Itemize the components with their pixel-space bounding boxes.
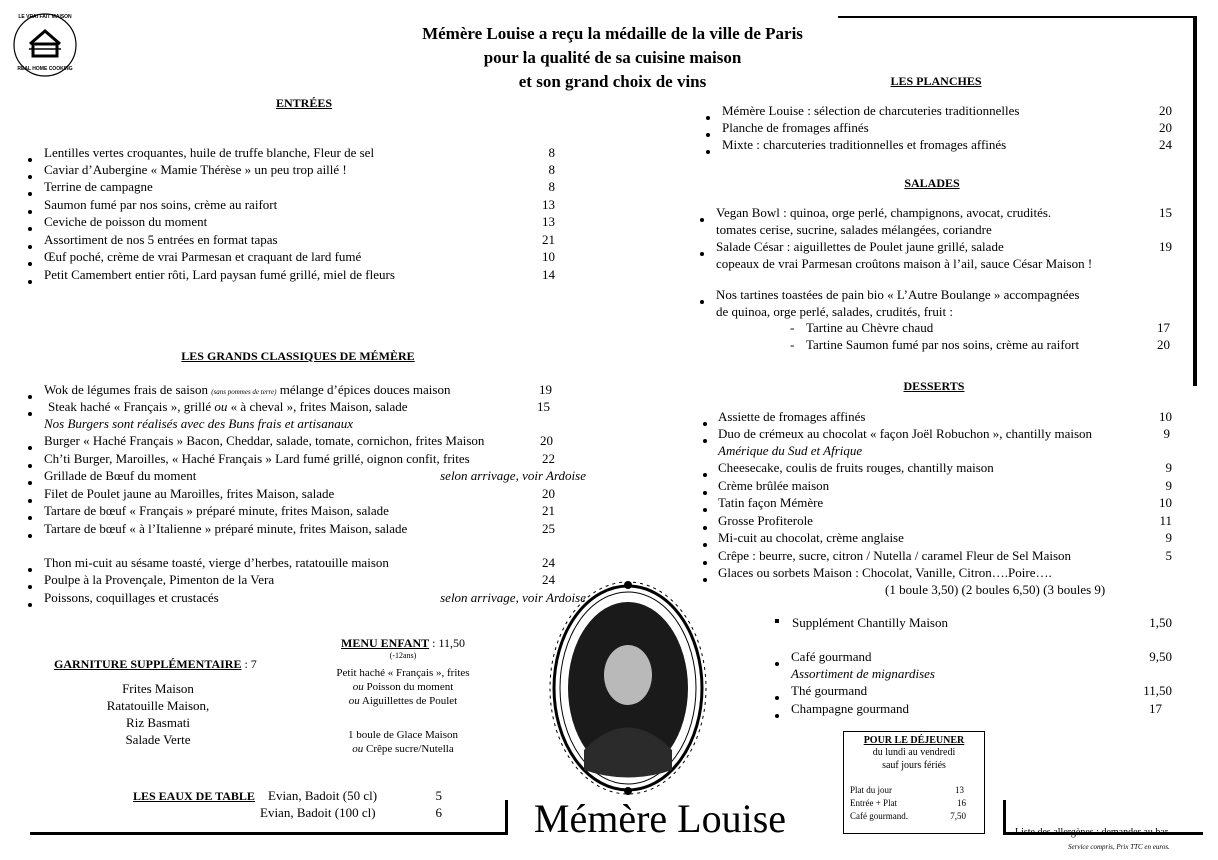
item-price: 13 bbox=[542, 214, 555, 229]
list-item: Crêpe : beurre, sucre, citron / Nutella / caramel Fleur de Sel Maison bbox=[718, 548, 1072, 563]
item-price: 14 bbox=[542, 267, 555, 282]
item-price: 7,50 bbox=[950, 811, 966, 821]
list-item: Tartine Saumon fumé par nos soins, crème au raifort bbox=[806, 337, 1080, 352]
item-price: 16 bbox=[957, 798, 966, 808]
bullet bbox=[28, 412, 32, 416]
wok-note: (sans pommes de terre) bbox=[211, 388, 277, 396]
item-price: 8 bbox=[548, 162, 555, 177]
steak-or: ou bbox=[214, 399, 228, 414]
menu-enfant-line-5: ou Crêpe sucre/Nutella bbox=[352, 743, 454, 755]
list-item: Thon mi-cuit au sésame toasté, vierge d’herbes, ratatouille maison bbox=[44, 555, 389, 570]
bullet bbox=[700, 218, 704, 222]
item-price: 19 bbox=[1159, 239, 1172, 254]
item-price: 9 bbox=[1163, 426, 1170, 441]
list-item: Caviar d’Aubergine « Mamie Thérèse » un peu trop aillé ! bbox=[44, 162, 347, 177]
bullet bbox=[28, 516, 32, 520]
logo-top-text: LE VRAI FAIT MAISON bbox=[18, 14, 72, 20]
list-item: Frites Maison bbox=[122, 681, 194, 696]
menu-enfant-title: MENU ENFANT bbox=[341, 636, 430, 650]
list-item: Salade Verte bbox=[125, 732, 191, 747]
item-price: 20 bbox=[542, 486, 555, 501]
entrees-title: ENTRÉES bbox=[275, 96, 333, 110]
cafe-note: Assortiment de mignardises bbox=[791, 666, 935, 681]
bullet bbox=[28, 227, 32, 231]
bullet bbox=[703, 473, 707, 477]
bullet bbox=[703, 422, 707, 426]
list-item: Cheesecake, coulis de fruits rouges, chantilly maison bbox=[718, 460, 994, 475]
bottom-left-border bbox=[30, 832, 508, 835]
list-item: Riz Basmati bbox=[126, 715, 190, 730]
list-item: Tartare de bœuf « à l’Italienne » préparé minute, frites Maison, salade bbox=[44, 521, 408, 536]
menu-enfant bbox=[308, 636, 498, 756]
menu-enfant-price: : 11,50 bbox=[432, 636, 465, 650]
item-price: 15 bbox=[537, 399, 550, 414]
list-item: Burger « Haché Français » Bacon, Cheddar, salade, tomate, cornichon, frites Maison bbox=[44, 433, 485, 448]
steak-name-b: « à cheval », frites Maison, salade bbox=[230, 399, 408, 414]
item-price: 9 bbox=[1165, 478, 1172, 493]
bullet bbox=[703, 439, 707, 443]
item-price: selon arrivage, voir Ardoise bbox=[440, 590, 586, 605]
allergens-note: Liste des allergènes : demander au bar bbox=[1015, 827, 1169, 838]
list-item: Vegan Bowl : quinoa, orge perlé, champignons, avocat, crudités. bbox=[716, 205, 1052, 220]
garniture-title: GARNITURE SUPPLÉMENTAIRE bbox=[54, 657, 242, 671]
item-price: selon arrivage, voir Ardoise bbox=[440, 468, 586, 483]
dash: - bbox=[790, 320, 795, 335]
duo-note: Amérique du Sud et Afrique bbox=[718, 443, 863, 458]
bullet bbox=[28, 464, 32, 468]
bullet bbox=[28, 158, 32, 162]
item-price: 21 bbox=[542, 232, 555, 247]
garniture-header bbox=[54, 657, 314, 672]
logo-bottom-text: REAL HOME COOKING bbox=[17, 66, 73, 72]
list-item: Nos tartines toastées de pain bio « L’Autre Boulange » accompagnées bbox=[716, 287, 1080, 302]
bullet bbox=[28, 603, 32, 607]
logo bbox=[12, 12, 78, 78]
wok-name: Wok de légumes frais de saison bbox=[44, 382, 208, 397]
bullet bbox=[703, 543, 707, 547]
menu-enfant-line-2: ou Poisson du moment bbox=[352, 681, 454, 693]
list-item: Poulpe à la Provençale, Pimenton de la Vera bbox=[44, 572, 275, 587]
salades-title: SALADES bbox=[904, 176, 960, 190]
item-price: 10 bbox=[1159, 409, 1172, 424]
item-price: 9,50 bbox=[1149, 649, 1172, 664]
bullet bbox=[703, 491, 707, 495]
bullet bbox=[703, 508, 707, 512]
bullet bbox=[706, 116, 710, 120]
garniture-price: : 7 bbox=[244, 657, 257, 671]
item-price: 8 bbox=[548, 145, 555, 160]
list-item: Œuf poché, crème de vrai Parmesan et craquant de lard fumé bbox=[44, 249, 362, 264]
item-price: 20 bbox=[540, 433, 553, 448]
bullet bbox=[28, 245, 32, 249]
steak-name-a: Steak haché « Français », grillé bbox=[48, 399, 212, 414]
classiques-title: LES GRANDS CLASSIQUES DE MÉMÈRE bbox=[181, 349, 415, 363]
item-price: 22 bbox=[542, 451, 555, 466]
list-item: Champagne gourmand bbox=[791, 701, 910, 716]
list-item: Grosse Profiterole bbox=[718, 513, 813, 528]
list-item: Saumon fumé par nos soins, crème au raifort bbox=[44, 197, 278, 212]
list-item: Crème brûlée maison bbox=[718, 478, 830, 493]
bullet bbox=[28, 280, 32, 284]
bottom-left-border-vert bbox=[505, 800, 508, 834]
item-price: 6 bbox=[435, 805, 442, 820]
list-item: Assiette de fromages affinés bbox=[718, 409, 866, 424]
list-item: Supplément Chantilly Maison bbox=[792, 615, 948, 630]
bullet bbox=[28, 568, 32, 572]
list-item: Mixte : charcuteries traditionnelles et fromages affinés bbox=[722, 137, 1007, 152]
bullet bbox=[775, 662, 779, 666]
item-price: 9 bbox=[1165, 530, 1172, 545]
item-price: 11,50 bbox=[1143, 683, 1172, 698]
square-bullet bbox=[775, 619, 779, 623]
list-item: Ch’ti Burger, Maroilles, « Haché Français » Lard fumé grillé, oignon confit, frites bbox=[44, 451, 470, 466]
list-item: Ratatouille Maison, bbox=[106, 698, 210, 713]
item-price: 21 bbox=[542, 503, 555, 518]
list-item: Mémère Louise : sélection de charcuteries traditionnelles bbox=[722, 103, 1020, 118]
bullet bbox=[28, 481, 32, 485]
list-item: Evian, Badoit (50 cl) bbox=[268, 788, 378, 803]
glaces-prices: (1 boule 3,50) (2 boules 6,50) (3 boules 9) bbox=[885, 582, 1106, 597]
menu-enfant-line-1: Petit haché « Français », frites bbox=[336, 667, 470, 679]
list-item: Tartine au Chèvre chaud bbox=[806, 320, 934, 335]
item-price: 15 bbox=[1159, 205, 1172, 220]
bullet bbox=[706, 133, 710, 137]
list-item-cont: copeaux de vrai Parmesan croûtons maison à l’ail, sauce César Maison ! bbox=[716, 256, 1093, 271]
list-item: Planche de fromages affinés bbox=[722, 120, 869, 135]
header-line-3: et son grand choix de vins bbox=[518, 72, 707, 91]
bullet bbox=[28, 175, 32, 179]
bullet bbox=[700, 252, 704, 256]
dejeuner-sub-2: sauf jours fériés bbox=[882, 760, 946, 771]
menu-enfant-header bbox=[308, 636, 498, 651]
list-item: Grillade de Bœuf du moment bbox=[44, 468, 197, 483]
list-item: Café gourmand bbox=[791, 649, 872, 664]
item-price: 24 bbox=[542, 572, 555, 587]
item-price: 10 bbox=[1159, 495, 1172, 510]
list-item: Lentilles vertes croquantes, huile de truffe blanche, Fleur de sel bbox=[44, 145, 375, 160]
bullet bbox=[703, 561, 707, 565]
planches-title: LES PLANCHES bbox=[890, 74, 982, 88]
list-item: Tatin façon Mémère bbox=[718, 495, 824, 510]
bullet bbox=[28, 210, 32, 214]
garniture-section bbox=[54, 657, 314, 672]
dejeuner-box bbox=[843, 731, 985, 834]
list-item: Petit Camembert entier rôti, Lard paysan fumé grillé, miel de fleurs bbox=[44, 267, 395, 282]
header-line-1: Mémère Louise a reçu la médaille de la ville de Paris bbox=[422, 24, 803, 43]
item-price: 20 bbox=[1157, 337, 1170, 352]
ornate-frame-icon bbox=[548, 580, 708, 796]
list-item bbox=[48, 398, 408, 415]
bottom-right-border bbox=[1003, 800, 1006, 834]
item-price: 5 bbox=[435, 788, 442, 803]
list-item: Evian, Badoit (100 cl) bbox=[260, 805, 376, 820]
list-item: Mi-cuit au chocolat, crème anglaise bbox=[718, 530, 904, 545]
item-price: 5 bbox=[1165, 548, 1172, 563]
bullet bbox=[28, 499, 32, 503]
bullet bbox=[703, 578, 707, 582]
item-price: 25 bbox=[542, 521, 555, 536]
list-item: Entrée + Plat bbox=[850, 798, 898, 808]
item-price: 17 bbox=[1157, 320, 1170, 335]
dejeuner-sub-1: du lundi au vendredi bbox=[872, 747, 956, 758]
list-item: Ceviche de poisson du moment bbox=[44, 214, 208, 229]
item-price: 19 bbox=[539, 382, 552, 397]
item-price: 13 bbox=[955, 785, 964, 795]
menu-enfant-age: (-12ans) bbox=[389, 651, 417, 660]
list-item: Thé gourmand bbox=[791, 683, 868, 698]
bullet bbox=[706, 150, 710, 154]
garniture-list bbox=[78, 680, 238, 748]
menu-enfant-line-3: ou Aiguillettes de Poulet bbox=[348, 695, 458, 707]
header-line-2: pour la qualité de sa cuisine maison bbox=[483, 48, 742, 67]
bullet bbox=[28, 395, 32, 399]
list-item: Filet de Poulet jaune au Maroilles, frites Maison, salade bbox=[44, 486, 335, 501]
bullet bbox=[775, 714, 779, 718]
item-price: 11 bbox=[1159, 513, 1172, 528]
bullet bbox=[28, 534, 32, 538]
item-price: 1,50 bbox=[1149, 615, 1172, 630]
eaux-title: LES EAUX DE TABLE bbox=[133, 789, 255, 803]
brand-name: Mémère Louise bbox=[533, 796, 787, 841]
list-item: Terrine de campagne bbox=[44, 179, 153, 194]
bullet bbox=[700, 300, 704, 304]
list-item: Poissons, coquillages et crustacés bbox=[44, 590, 219, 605]
item-price: 20 bbox=[1159, 120, 1172, 135]
bullet bbox=[28, 446, 32, 450]
item-price: 17 bbox=[1149, 701, 1162, 716]
desserts-title: DESSERTS bbox=[903, 379, 965, 393]
list-item: Duo de crémeux au chocolat « façon Joël Robuchon », chantilly maison bbox=[718, 426, 1093, 441]
item-price: 8 bbox=[548, 179, 555, 194]
menu-enfant-line-4: 1 boule de Glace Maison bbox=[348, 729, 458, 741]
list-item: Assortiment de nos 5 entrées en format tapas bbox=[44, 232, 278, 247]
dejeuner-title: POUR LE DÉJEUNER bbox=[863, 735, 965, 746]
list-item: Café gourmand. bbox=[850, 811, 908, 821]
dash: - bbox=[790, 337, 795, 352]
item-price: 13 bbox=[542, 197, 555, 212]
portrait-frame bbox=[548, 580, 708, 796]
item-price: 10 bbox=[542, 249, 555, 264]
service-note: Service compris, Prix TTC en euros. bbox=[1068, 843, 1170, 851]
list-item: Plat du jour bbox=[850, 785, 892, 795]
bullet bbox=[28, 192, 32, 196]
list-item: Glaces ou sorbets Maison : Chocolat, Vanille, Citron….Poire…. bbox=[718, 565, 1052, 580]
item-price: 24 bbox=[542, 555, 555, 570]
bullet bbox=[28, 585, 32, 589]
list-item: Tartare de bœuf « Français » préparé minute, frites Maison, salade bbox=[44, 503, 389, 518]
bullet bbox=[703, 526, 707, 530]
bullet bbox=[775, 696, 779, 700]
item-price: 24 bbox=[1159, 137, 1172, 152]
bullet bbox=[28, 262, 32, 266]
list-item-cont: de quinoa, orge perlé, salades, crudités, fruit : bbox=[716, 304, 953, 319]
item-price: 9 bbox=[1165, 460, 1172, 475]
list-item-cont: tomates cerise, sucrine, salades mélangées, coriandre bbox=[716, 222, 992, 237]
item-price: 20 bbox=[1159, 103, 1172, 118]
burger-note: Nos Burgers sont réalisés avec des Buns frais et artisanaux bbox=[44, 416, 353, 431]
list-item: Salade César : aiguillettes de Poulet jaune grillé, salade bbox=[716, 239, 1004, 254]
wok-rest: mélange d’épices douces maison bbox=[279, 382, 451, 397]
